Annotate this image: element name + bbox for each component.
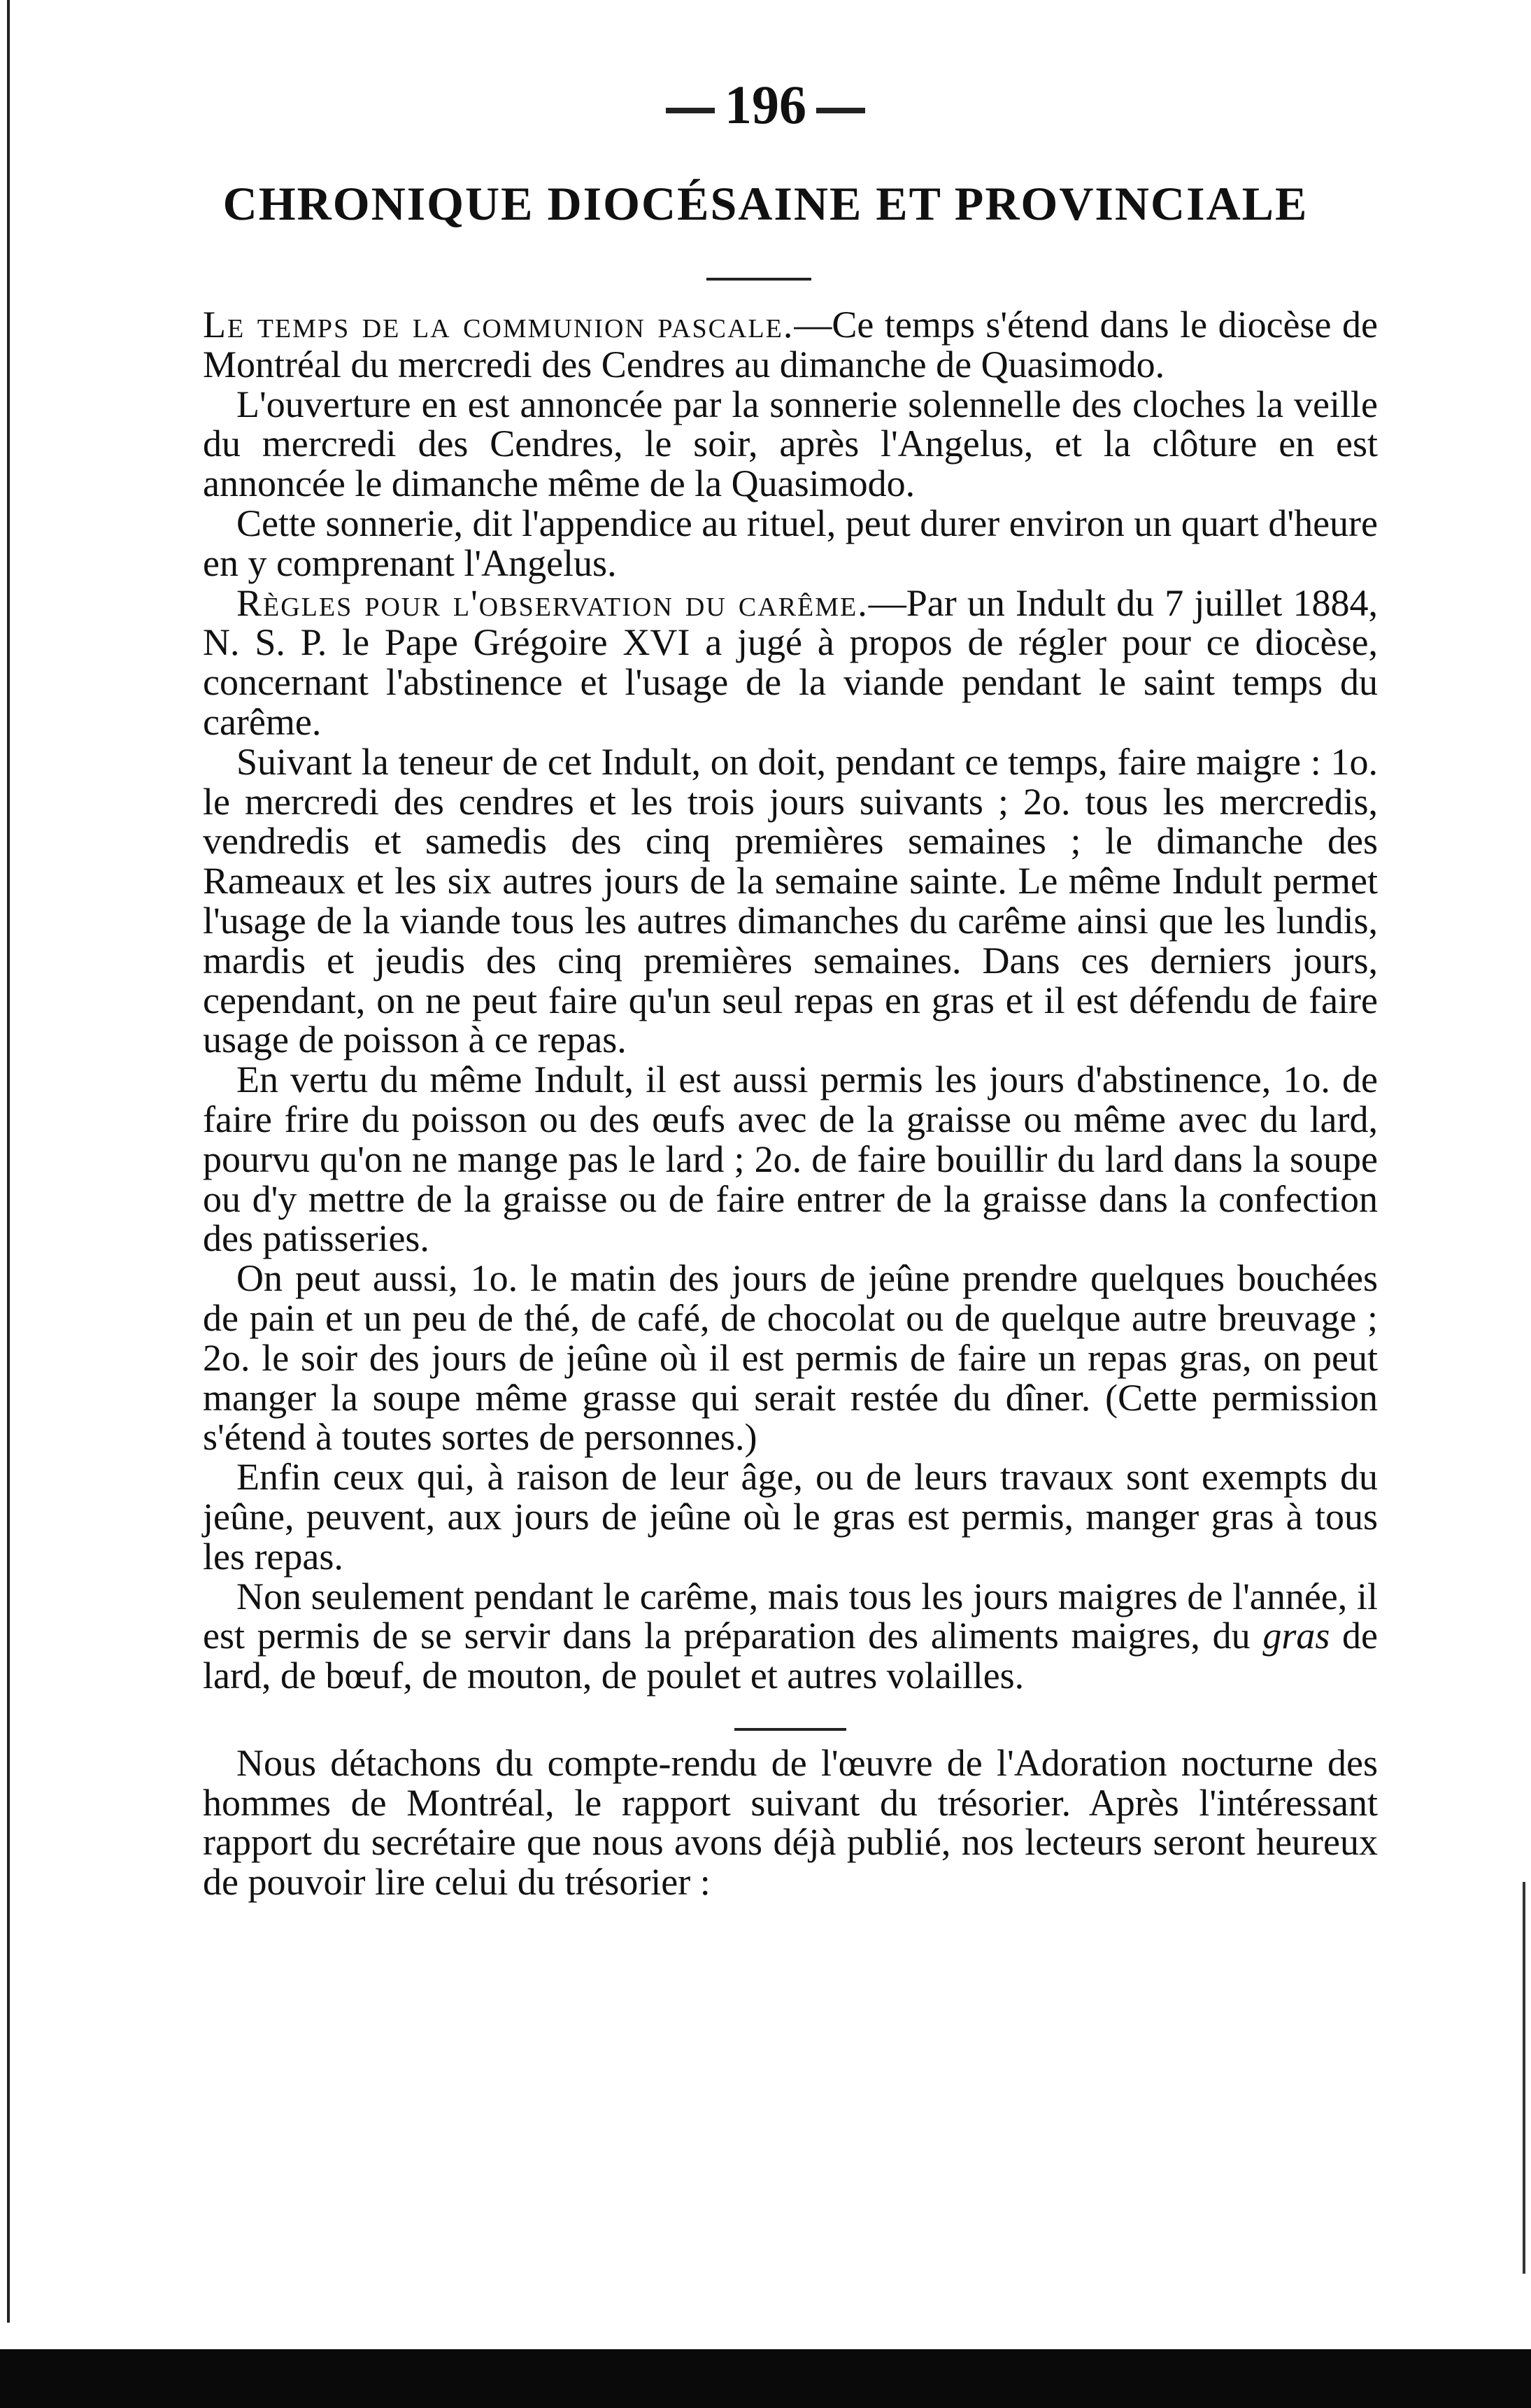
paragraph-on-peut-aussi: On peut aussi, 1o. le matin des jours de jeûne prendre quelques bouchées de pain et un peu de thé, de café, de chocolat ou de quelque autre breuvage ; 2o. le soir des jours de jeûne où il est permis de faire un repas gras, on peut manger la soupe même grasse qui serait restée du dîner. (Cette permission s'étend à toutes sortes de personnes.) bbox=[203, 1257, 1378, 1459]
paragraph-sonnerie: Cette sonnerie, dit l'appendice au rituel, peut durer environ un quart d'heure en y comprenant l'Angelus. bbox=[203, 502, 1378, 584]
section-divider bbox=[734, 1728, 846, 1731]
italic-word: gras bbox=[1262, 1615, 1330, 1657]
bottom-scan-border bbox=[0, 2349, 1531, 2408]
paragraph-text: Non seulement pendant le carême, mais tous les jours maigres de l'année, il est permis de se servir dans la préparation des aliments maigres, du bbox=[203, 1575, 1378, 1657]
paragraph-text: —Par un Indult du 7 juillet 1884, N. S. P. le Pape Grégoire XVI a jugé à propos de régler pour ce diocèse, concernant l'abstinence et l'usage de la viande pendant le saint temps du carême. bbox=[203, 581, 1379, 743]
paragraph-vertu-indult: En vertu du même Indult, il est aussi permis les jours d'abstinence, 1o. de faire frire du poisson ou des œufs avec de la graisse ou même avec du lard, pourvu qu'on ne mange pas le lard ; 2o. de faire bouillir du lard dans la soupe ou d'y mettre de la graisse ou de faire entrer de la graisse dans la confection des patisseries. bbox=[203, 1058, 1378, 1260]
paragraph-teneur-indult: Suivant la teneur de cet Indult, on doit, pendant ce temps, faire maigre : 1o. le mercredi des cendres et les trois jours suivants ; 2o. tous les mercredis, vendredis et samedis des cinq premières semaines ; le dimanche des Rameaux et les six autres jours de la semaine sainte. Le même Indult permet l'usage de la viande tous les autres dimanches du carême ainsi que les lundis, mardis et jeudis des cinq premières semaines. Dans ces derniers jours, cependant, on ne peut faire qu'un seul repas en gras et il est défendu de faire usage de poisson à ce repas. bbox=[203, 740, 1378, 1061]
paragraph-lead: Règles pour l'observation du carême. bbox=[236, 581, 869, 624]
right-flourish-ornament bbox=[816, 108, 865, 113]
page-number bbox=[0, 73, 1531, 136]
heading-rule bbox=[706, 278, 811, 281]
paragraph-text: —Ce temps s'étend dans le diocèse de Montréal du mercredi des Cendres au dimanche de Quasimodo. bbox=[203, 304, 1378, 385]
paragraph-regles-careme bbox=[203, 583, 1378, 742]
page-number-text: 196 bbox=[725, 74, 806, 135]
left-flourish-ornament bbox=[666, 108, 715, 113]
paragraph-lead: Le temps de la communion pascale. bbox=[203, 304, 795, 346]
section-heading: CHRONIQUE DIOCÉSAINE ET PROVINCIALE bbox=[222, 177, 1309, 230]
paragraph-adoration-nocturne: Nous détachons du compte-rendu de l'œuvre de l'Adoration nocturne des hommes de Montréal, le rapport suivant du trésorier. Après l'intéressant rapport du secrétaire que nous avons déjà publié, nos lecteurs seront heureux de pouvoir lire celui du trésorier : bbox=[203, 1741, 1378, 1904]
paragraph-ouverture: L'ouverture en est annoncée par la sonnerie solennelle des cloches la veille du mercredi des Cendres, le soir, après l'Angelus, et la clôture en est annoncée le dimanche même de la Quasimodo. bbox=[203, 383, 1378, 505]
paragraph-text: de lard, de bœuf, de mouton, de poulet et autres volailles. bbox=[203, 1615, 1378, 1697]
right-margin-rule bbox=[1523, 1882, 1525, 2274]
paragraph-communion-pascale bbox=[203, 305, 1378, 385]
paragraph-enfin: Enfin ceux qui, à raison de leur âge, ou de leurs travaux sont exempts du jeûne, peuvent, aux jours de jeûne où le gras est permis, manger gras à tous les repas. bbox=[203, 1456, 1378, 1578]
paragraph-non-seulement bbox=[203, 1577, 1378, 1696]
article-body bbox=[203, 305, 1378, 1902]
left-margin-rule bbox=[7, 0, 10, 2323]
